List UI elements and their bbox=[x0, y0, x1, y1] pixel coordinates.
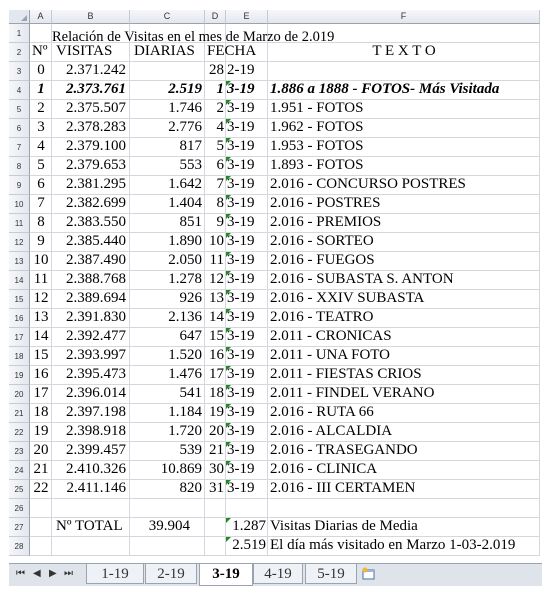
cell-month[interactable]: 3-19 bbox=[227, 480, 255, 496]
error-indicator-icon bbox=[226, 442, 231, 447]
row-header[interactable]: 3 bbox=[9, 62, 30, 81]
cell-diarias[interactable]: 1.890 bbox=[168, 233, 202, 249]
column-header[interactable]: E bbox=[226, 10, 268, 24]
column-header[interactable]: C bbox=[130, 10, 205, 24]
cell-visitas[interactable]: 2.379.100 bbox=[66, 138, 126, 154]
row-header[interactable]: 7 bbox=[9, 138, 30, 157]
column-header[interactable]: F bbox=[268, 10, 540, 24]
error-indicator-icon bbox=[226, 271, 231, 276]
row-header[interactable]: 23 bbox=[9, 442, 30, 461]
cell-visitas[interactable]: 2.381.295 bbox=[66, 176, 126, 192]
cell-texto[interactable]: 2.011 - UNA FOTO bbox=[270, 347, 391, 363]
cell-texto[interactable]: 2.016 - CLINICA bbox=[270, 461, 378, 477]
cell-texto[interactable]: 2.016 - POSTRES bbox=[270, 195, 381, 211]
sheet-title[interactable]: Relación de Visitas en el mes de Marzo de 2.019 bbox=[52, 29, 335, 45]
cell-n[interactable]: 17 bbox=[33, 385, 49, 401]
cell-month[interactable]: 3-19 bbox=[227, 214, 255, 230]
cell-diarias[interactable]: 817 bbox=[179, 138, 202, 154]
header-fecha[interactable]: FECHA bbox=[207, 43, 257, 59]
cell-month[interactable]: 3-19 bbox=[227, 233, 255, 249]
cell-n[interactable]: 9 bbox=[37, 233, 45, 249]
cell-day[interactable]: 11 bbox=[209, 252, 224, 268]
cell-texto[interactable]: 2.011 - CRONICAS bbox=[270, 328, 392, 344]
row-header[interactable]: 28 bbox=[9, 537, 30, 556]
row-header[interactable]: 5 bbox=[9, 100, 30, 119]
cell-visitas[interactable]: 2.383.550 bbox=[66, 214, 126, 230]
cell-visitas[interactable]: 2.375.507 bbox=[66, 100, 126, 116]
total-value[interactable]: 39.904 bbox=[148, 518, 190, 534]
cell-n[interactable]: 10 bbox=[33, 252, 49, 268]
cell-diarias[interactable]: 1.520 bbox=[168, 347, 202, 363]
cell-diarias[interactable]: 2.136 bbox=[168, 309, 202, 325]
cell-day[interactable]: 28 bbox=[209, 62, 224, 78]
sheet-tab-bar bbox=[9, 563, 542, 586]
cell-day[interactable]: 31 bbox=[209, 480, 224, 496]
cell-n[interactable]: 13 bbox=[33, 309, 49, 325]
cell-visitas[interactable]: 2.396.014 bbox=[66, 385, 126, 401]
error-indicator-icon bbox=[226, 233, 231, 238]
cell-day[interactable]: 20 bbox=[209, 423, 224, 439]
row-header[interactable]: 15 bbox=[9, 290, 30, 309]
cell-month[interactable]: 3-19 bbox=[227, 138, 255, 154]
max-text[interactable]: El día más visitado en Marzo 1-03-2.019 bbox=[270, 537, 516, 553]
cell-diarias[interactable]: 851 bbox=[179, 214, 202, 230]
cell-texto[interactable]: 2.016 - XXIV SUBASTA bbox=[270, 290, 425, 306]
column-header[interactable]: D bbox=[205, 10, 226, 24]
header-diarias[interactable]: DIARIAS bbox=[134, 43, 195, 59]
cell-month[interactable]: 2-19 bbox=[227, 62, 255, 78]
cell-month[interactable]: 3-19 bbox=[227, 366, 255, 382]
error-indicator-icon bbox=[226, 461, 231, 466]
cell-month[interactable]: 3-19 bbox=[227, 423, 255, 439]
cell-n[interactable]: 11 bbox=[33, 271, 49, 287]
cell-month[interactable]: 3-19 bbox=[227, 404, 255, 420]
cell-n[interactable]: 0 bbox=[37, 62, 45, 78]
header-visitas[interactable]: VISITAS bbox=[56, 43, 113, 59]
error-indicator-icon bbox=[226, 195, 231, 200]
cell-n[interactable]: 12 bbox=[33, 290, 49, 306]
cell-month[interactable]: 3-19 bbox=[227, 309, 255, 325]
cell-texto[interactable]: 2.016 - ALCALDIA bbox=[270, 423, 393, 439]
cell-day[interactable]: 18 bbox=[209, 385, 224, 401]
cell-n[interactable]: 5 bbox=[37, 157, 45, 173]
insert-sheet-icon[interactable] bbox=[361, 567, 375, 580]
cell-texto[interactable]: 2.011 - FIESTAS CRIOS bbox=[270, 366, 422, 382]
error-indicator-icon bbox=[226, 480, 231, 485]
cell-diarias[interactable]: 926 bbox=[179, 290, 202, 306]
cell-visitas[interactable]: 2.399.457 bbox=[66, 442, 126, 458]
cell-day[interactable]: 30 bbox=[209, 461, 224, 477]
row-header[interactable]: 26 bbox=[9, 499, 30, 518]
cell-texto[interactable]: 2.016 - TEATRO bbox=[270, 309, 374, 325]
cell-texto[interactable]: 2.016 - TRASEGANDO bbox=[270, 442, 418, 458]
cell-day[interactable]: 19 bbox=[209, 404, 224, 420]
cell-diarias[interactable]: 1.184 bbox=[168, 404, 202, 420]
error-indicator-icon bbox=[226, 518, 231, 523]
cell-diarias[interactable]: 1.746 bbox=[168, 100, 202, 116]
cell-visitas[interactable]: 2.411.146 bbox=[66, 480, 126, 496]
last-sheet-icon[interactable]: ⏭ bbox=[64, 568, 73, 579]
cell-visitas[interactable]: 2.378.283 bbox=[66, 119, 126, 135]
cell-month[interactable]: 3-19 bbox=[227, 195, 255, 211]
row-header[interactable]: 13 bbox=[9, 252, 30, 271]
cell-n[interactable]: 22 bbox=[33, 480, 49, 496]
max-value[interactable]: 2.519 bbox=[232, 537, 266, 553]
cell-visitas[interactable]: 2.397.198 bbox=[66, 404, 126, 420]
error-indicator-icon bbox=[226, 252, 231, 257]
cell-day[interactable]: 10 bbox=[209, 233, 224, 249]
row-header[interactable]: 14 bbox=[9, 271, 30, 290]
error-indicator-icon bbox=[226, 328, 231, 333]
cell-day[interactable]: 6 bbox=[216, 157, 224, 173]
error-indicator-icon bbox=[226, 100, 231, 105]
cell-diarias[interactable]: 2.776 bbox=[168, 119, 202, 135]
row-header[interactable]: 8 bbox=[9, 157, 30, 176]
cell-visitas[interactable]: 2.393.997 bbox=[66, 347, 126, 363]
cell-n[interactable]: 15 bbox=[33, 347, 49, 363]
cell-month[interactable]: 3-19 bbox=[227, 157, 255, 173]
cell-n[interactable]: 21 bbox=[33, 461, 49, 477]
cell-n[interactable]: 16 bbox=[33, 366, 49, 382]
cell-n[interactable]: 18 bbox=[33, 404, 49, 420]
cell-diarias[interactable]: 10.869 bbox=[160, 461, 202, 477]
cell-diarias[interactable]: 2.050 bbox=[168, 252, 202, 268]
cell-n[interactable]: 3 bbox=[37, 119, 45, 135]
column-gridline bbox=[539, 24, 540, 556]
cell-month[interactable]: 3-19 bbox=[227, 461, 255, 477]
error-indicator-icon bbox=[226, 176, 231, 181]
header-texto[interactable]: T E X T O bbox=[372, 43, 436, 59]
cell-n[interactable]: 1 bbox=[37, 81, 45, 97]
row-header[interactable]: 24 bbox=[9, 461, 30, 480]
error-indicator-icon bbox=[226, 423, 231, 428]
row-header[interactable]: 25 bbox=[9, 480, 30, 499]
cell-texto[interactable]: 1.953 - FOTOS bbox=[270, 138, 364, 154]
cell-month[interactable]: 3-19 bbox=[227, 442, 255, 458]
cell-day[interactable]: 1 bbox=[216, 81, 224, 97]
error-indicator-icon bbox=[226, 537, 231, 542]
cell-n[interactable]: 20 bbox=[33, 442, 49, 458]
cell-visitas[interactable]: 2.410.326 bbox=[66, 461, 126, 477]
row-header[interactable]: 19 bbox=[9, 366, 30, 385]
error-indicator-icon bbox=[226, 309, 231, 314]
cell-diarias[interactable]: 553 bbox=[179, 157, 202, 173]
cell-diarias[interactable]: 1.720 bbox=[168, 423, 202, 439]
cell-texto[interactable]: 2.016 - III CERTAMEN bbox=[270, 480, 416, 496]
cell-day[interactable]: 15 bbox=[209, 328, 224, 344]
cell-diarias[interactable]: 820 bbox=[179, 480, 202, 496]
cell-n[interactable]: 19 bbox=[33, 423, 49, 439]
row-header[interactable]: 18 bbox=[9, 347, 30, 366]
sheet-tab[interactable]: 2-19 bbox=[145, 564, 197, 584]
cell-diarias[interactable]: 541 bbox=[179, 385, 202, 401]
cell-diarias[interactable]: 1.278 bbox=[168, 271, 202, 287]
cell-day[interactable]: 13 bbox=[209, 290, 224, 306]
row-header[interactable]: 4 bbox=[9, 81, 30, 100]
error-indicator-icon bbox=[226, 385, 231, 390]
sheet-tab[interactable]: 3-19 bbox=[199, 564, 253, 586]
cell-visitas[interactable]: 2.382.699 bbox=[66, 195, 126, 211]
next-sheet-icon[interactable]: ▶ bbox=[49, 568, 57, 579]
cell-day[interactable]: 16 bbox=[209, 347, 224, 363]
cell-n[interactable]: 7 bbox=[37, 195, 45, 211]
cell-texto[interactable]: 1.886 a 1888 - FOTOS- Más Visitada bbox=[270, 81, 500, 97]
media-text[interactable]: Visitas Diarias de Media bbox=[270, 518, 418, 534]
row-header[interactable]: 2 bbox=[9, 43, 30, 62]
cell-diarias[interactable]: 1.476 bbox=[168, 366, 202, 382]
media-value[interactable]: 1.287 bbox=[232, 518, 266, 534]
cell-visitas[interactable]: 2.391.830 bbox=[66, 309, 126, 325]
row-header[interactable]: 21 bbox=[9, 404, 30, 423]
cell-day[interactable]: 7 bbox=[216, 176, 224, 192]
cell-visitas[interactable]: 2.392.477 bbox=[66, 328, 126, 344]
prev-sheet-icon[interactable]: ◀ bbox=[33, 568, 41, 579]
row-header[interactable]: 10 bbox=[9, 195, 30, 214]
select-all-corner[interactable] bbox=[9, 10, 30, 24]
total-label[interactable]: Nº TOTAL bbox=[56, 518, 123, 534]
cell-month[interactable]: 3-19 bbox=[227, 290, 255, 306]
cell-texto[interactable]: 2.016 - RUTA 66 bbox=[270, 404, 374, 420]
cell-diarias[interactable]: 539 bbox=[179, 442, 202, 458]
cell-texto[interactable]: 2.016 - CONCURSO POSTRES bbox=[270, 176, 466, 192]
sheet-tab[interactable]: 1-19 bbox=[86, 564, 144, 584]
cell-day[interactable]: 12 bbox=[209, 271, 224, 287]
cell-day[interactable]: 17 bbox=[209, 366, 224, 382]
cell-visitas[interactable]: 2.373.761 bbox=[66, 81, 126, 97]
row-gridline bbox=[30, 555, 540, 556]
cell-texto[interactable]: 2.016 - SUBASTA S. ANTON bbox=[270, 271, 454, 287]
cell-month[interactable]: 3-19 bbox=[227, 100, 255, 116]
cell-visitas[interactable]: 2.385.440 bbox=[66, 233, 126, 249]
cell-n[interactable]: 6 bbox=[37, 176, 45, 192]
cell-visitas[interactable]: 2.389.694 bbox=[66, 290, 126, 306]
row-header[interactable]: 12 bbox=[9, 233, 30, 252]
cell-diarias[interactable]: 1.404 bbox=[168, 195, 202, 211]
cell-visitas[interactable]: 2.395.473 bbox=[66, 366, 126, 382]
column-header[interactable]: B bbox=[52, 10, 130, 24]
cell-month[interactable]: 3-19 bbox=[227, 271, 255, 287]
cell-texto[interactable]: 1.962 - FOTOS bbox=[270, 119, 364, 135]
error-indicator-icon bbox=[226, 119, 231, 124]
row-gridline bbox=[30, 498, 540, 499]
row-header[interactable]: 17 bbox=[9, 328, 30, 347]
cell-diarias[interactable]: 647 bbox=[179, 328, 202, 344]
cell-month[interactable]: 3-19 bbox=[227, 119, 255, 135]
cell-diarias[interactable]: 2.519 bbox=[168, 81, 202, 97]
cell-month[interactable]: 3-19 bbox=[227, 385, 255, 401]
cell-month[interactable]: 3-19 bbox=[227, 347, 255, 363]
row-header[interactable]: 6 bbox=[9, 119, 30, 138]
cell-day[interactable]: 5 bbox=[216, 138, 224, 154]
error-indicator-icon bbox=[226, 138, 231, 143]
error-indicator-icon bbox=[226, 81, 231, 86]
row-header[interactable]: 16 bbox=[9, 309, 30, 328]
cell-visitas[interactable]: 2.371.242 bbox=[66, 62, 126, 78]
cell-day[interactable]: 4 bbox=[216, 119, 224, 135]
cell-n[interactable]: 14 bbox=[33, 328, 49, 344]
sheet-tab[interactable]: 4-19 bbox=[253, 564, 303, 584]
row-header[interactable]: 1 bbox=[9, 24, 30, 43]
row-header[interactable]: 27 bbox=[9, 518, 30, 537]
cell-n[interactable]: 8 bbox=[37, 214, 45, 230]
row-header[interactable]: 22 bbox=[9, 423, 30, 442]
cell-visitas[interactable]: 2.387.490 bbox=[66, 252, 126, 268]
error-indicator-icon bbox=[226, 404, 231, 409]
error-indicator-icon bbox=[226, 214, 231, 219]
cell-day[interactable]: 9 bbox=[216, 214, 224, 230]
column-gridline bbox=[267, 24, 268, 556]
error-indicator-icon bbox=[226, 157, 231, 162]
cell-visitas[interactable]: 2.388.768 bbox=[66, 271, 126, 287]
cell-visitas[interactable]: 2.398.918 bbox=[66, 423, 126, 439]
cell-texto[interactable]: 1.893 - FOTOS bbox=[270, 157, 364, 173]
sheet-tab[interactable]: 5-19 bbox=[305, 564, 357, 584]
cell-n[interactable]: 4 bbox=[37, 138, 45, 154]
cell-month[interactable]: 3-19 bbox=[227, 252, 255, 268]
error-indicator-icon bbox=[226, 366, 231, 371]
cell-n[interactable]: 2 bbox=[37, 100, 45, 116]
cell-texto[interactable]: 1.951 - FOTOS bbox=[270, 100, 364, 116]
cell-month[interactable]: 3-19 bbox=[227, 328, 255, 344]
row-header[interactable]: 11 bbox=[9, 214, 30, 233]
error-indicator-icon bbox=[226, 347, 231, 352]
cell-texto[interactable]: 2.011 - FINDEL VERANO bbox=[270, 385, 435, 401]
cell-texto[interactable]: 2.016 - PREMIOS bbox=[270, 214, 382, 230]
error-indicator-icon bbox=[226, 290, 231, 295]
column-header[interactable]: A bbox=[30, 10, 52, 24]
row-header[interactable]: 9 bbox=[9, 176, 30, 195]
cell-visitas[interactable]: 2.379.653 bbox=[66, 157, 126, 173]
cell-day[interactable]: 14 bbox=[209, 309, 224, 325]
cell-texto[interactable]: 2.016 - FUEGOS bbox=[270, 252, 375, 268]
first-sheet-icon[interactable]: ⏮ bbox=[16, 568, 25, 579]
cell-diarias[interactable]: 1.642 bbox=[168, 176, 202, 192]
cell-day[interactable]: 8 bbox=[216, 195, 224, 211]
cell-day[interactable]: 21 bbox=[209, 442, 224, 458]
header-n[interactable]: Nº bbox=[32, 43, 48, 59]
cell-month[interactable]: 3-19 bbox=[227, 176, 255, 192]
cell-texto[interactable]: 2.016 - SORTEO bbox=[270, 233, 374, 249]
cell-month[interactable]: 3-19 bbox=[227, 81, 255, 97]
cell-day[interactable]: 2 bbox=[216, 100, 224, 116]
row-header[interactable]: 20 bbox=[9, 385, 30, 404]
